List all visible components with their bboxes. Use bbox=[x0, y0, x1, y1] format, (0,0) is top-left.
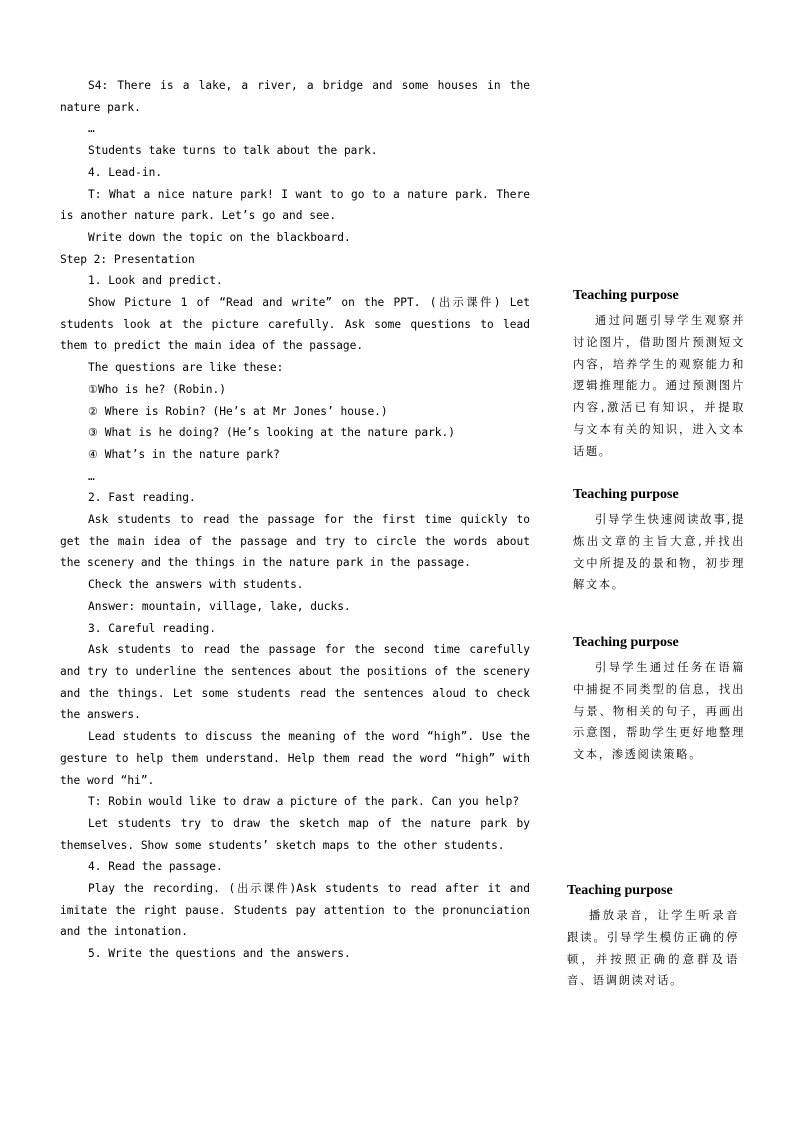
step-heading-fast-reading: 2. Fast reading. bbox=[88, 491, 196, 505]
note-body: 引导学生通过任务在语篇中捕捉不同类型的信息，找出与景、物相关的句子，再画出示意图，帮助学生更好地整理文本，渗透阅读策略。 bbox=[573, 661, 745, 762]
instruction-paragraph: Let students try to draw the sketch map of the nature park by themselves. Show some students’ sketch maps to the other students. bbox=[60, 816, 530, 852]
step-heading-careful-reading: 3. Careful reading. bbox=[88, 621, 216, 635]
activity-line: Students take turns to talk about the park. bbox=[88, 144, 378, 158]
lesson-plan-body bbox=[60, 75, 530, 965]
instruction-paragraph: Ask students to read the passage for the first time quickly to get the main idea of the passage and try to circle the words about the scenery and the things in the nature park in the passage. bbox=[60, 513, 530, 570]
teaching-purpose-note bbox=[567, 882, 739, 992]
instruction-paragraph: Show Picture 1 of “Read and write” on the PPT. (出示课件) Let students look at the picture carefully. Ask some questions to lead them to predict the main idea of the passage. bbox=[60, 296, 530, 353]
question-item: ③ What is he doing? (He’s looking at the nature park.) bbox=[88, 426, 456, 440]
instruction-paragraph: Lead students to discuss the meaning of the word “high”. Use the gesture to help them understand. Help them read the word “high” with the word “hi”. bbox=[60, 730, 530, 787]
step-heading-look-predict: 1. Look and predict. bbox=[88, 274, 223, 288]
step-heading-read-passage: 4. Read the passage. bbox=[88, 860, 223, 874]
note-heading: Teaching purpose bbox=[567, 883, 673, 898]
ellipsis: … bbox=[88, 469, 95, 483]
teacher-line: T: Robin would like to draw a picture of the park. Can you help? bbox=[88, 795, 520, 809]
ellipsis: … bbox=[88, 122, 95, 136]
activity-line: Write down the topic on the blackboard. bbox=[88, 230, 351, 244]
note-body: 通过问题引导学生观察并讨论图片，借助图片预测短文内容，培养学生的观察能力和逻辑推理能力。通过预测图片内容,激活已有知识，并提取与文本有关的知识，进入文本话题。 bbox=[573, 314, 745, 458]
note-heading: Teaching purpose bbox=[573, 487, 679, 502]
instruction-paragraph: Play the recording. (出示课件)Ask students to read after it and imitate the right pause. Students pay attention to the pronunciation and the intonation. bbox=[60, 882, 530, 939]
activity-line: The questions are like these: bbox=[88, 361, 284, 375]
activity-line: Check the answers with students. bbox=[88, 578, 304, 592]
teaching-purpose-note bbox=[573, 486, 745, 596]
teaching-purpose-note bbox=[573, 287, 745, 463]
instruction-paragraph: Ask students to read the passage for the second time carefully and try to underline the sentences about the positions of the scenery and the things. Let some students read the sentences aloud to check the answers. bbox=[60, 643, 530, 722]
note-heading: Teaching purpose bbox=[573, 635, 679, 650]
student-response-s4: S4: There is a lake, a river, a bridge and some houses in the nature park. bbox=[60, 79, 530, 114]
question-item: ①Who is he? (Robin.) bbox=[88, 382, 227, 396]
section-heading: Step 2: Presentation bbox=[60, 252, 195, 266]
question-item: ② Where is Robin? (He’s at Mr Jones’ house.) bbox=[88, 404, 388, 418]
note-body: 引导学生快速阅读故事,提炼出文章的主旨大意,并找出文中所提及的景和物，初步理解文本。 bbox=[573, 513, 745, 592]
note-heading: Teaching purpose bbox=[573, 288, 679, 303]
teaching-purpose-note bbox=[573, 634, 745, 766]
step-heading-lead-in: 4. Lead-in. bbox=[88, 165, 163, 179]
question-item: ④ What’s in the nature park? bbox=[88, 447, 280, 461]
note-body: 播放录音，让学生听录音跟读。引导学生模仿正确的停顿，并按照正确的意群及语音、语调朗读对话。 bbox=[567, 909, 739, 988]
teacher-line: T: What a nice nature park! I want to go to a nature park. There is another nature park. Let’s go and see. bbox=[60, 187, 530, 223]
step-heading-write-questions: 5. Write the questions and the answers. bbox=[88, 947, 351, 961]
answer-line: Answer: mountain, village, lake, ducks. bbox=[88, 599, 351, 613]
